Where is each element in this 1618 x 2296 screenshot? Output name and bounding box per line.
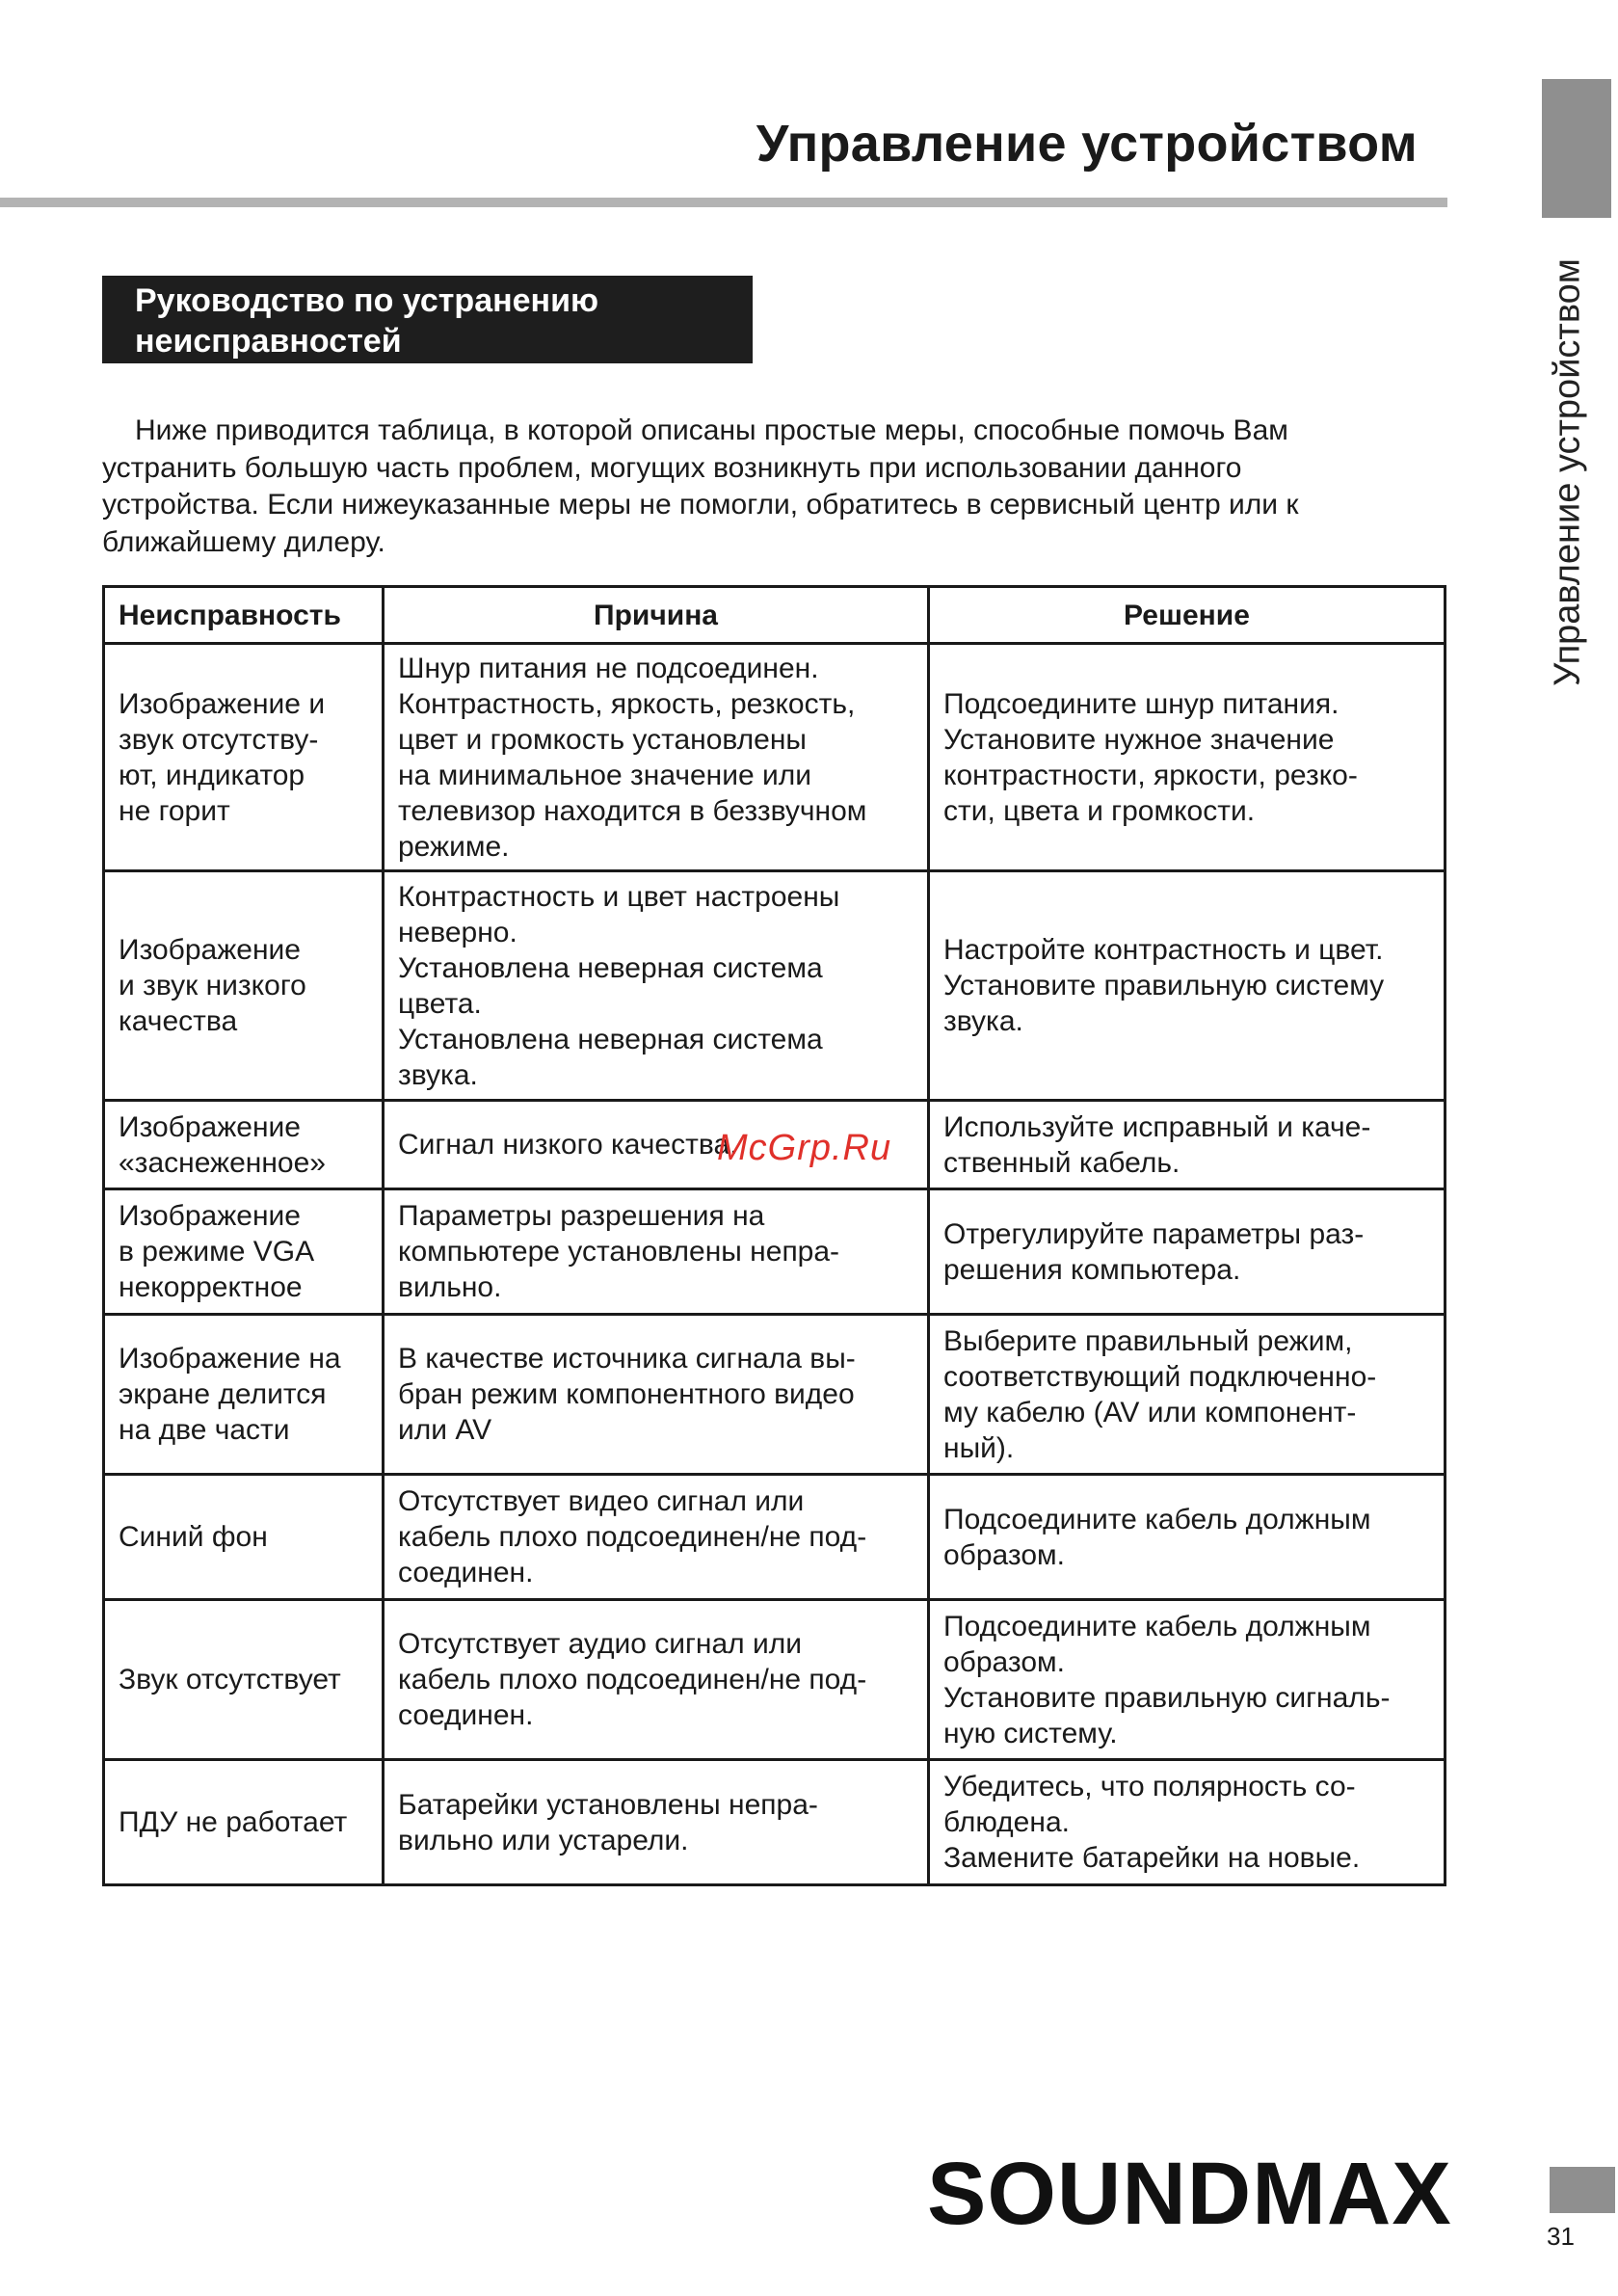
cause-cell: [384, 1475, 929, 1600]
cause-cell-line: Контрастность, яркость, резкость,: [398, 687, 856, 720]
problem-cell-line: Изображение: [119, 934, 301, 966]
table-row: [104, 1760, 1446, 1885]
table-header-row: [104, 587, 1446, 644]
watermark: McGrp.Ru: [717, 1128, 892, 1168]
solution-cell: [929, 1315, 1446, 1475]
cause-cell-line: вильно.: [398, 1271, 502, 1303]
intro-line: Ниже приводится таблица, в которой описаны простые меры, способные помочь Вам: [135, 414, 1288, 446]
cause-cell-line: соединен.: [398, 1699, 534, 1731]
side-section-label: Управление устройством: [1547, 258, 1588, 686]
solution-cell-line: образом.: [943, 1538, 1065, 1571]
solution-cell-line: соответствующий подключенно-: [943, 1360, 1377, 1393]
cause-cell: [384, 1315, 929, 1475]
problem-cell-line: ют, индикатор: [119, 759, 305, 791]
intro-line: устранить большую часть проблем, могущих возникнуть при использовании данного: [102, 451, 1242, 484]
intro-line: устройства. Если нижеуказанные меры не помогли, обратитесь в сервисный центр или к: [102, 489, 1299, 521]
solution-cell-line: Подсоедините кабель должным: [943, 1503, 1371, 1535]
cause-cell-line: цвета.: [398, 987, 482, 1020]
side-tab-marker: [1542, 79, 1611, 218]
solution-cell-line: му кабелю (AV или компонент-: [943, 1396, 1357, 1428]
cause-cell-line: Сигнал низкого качества.: [398, 1129, 738, 1161]
troubleshooting-table: [102, 585, 1446, 1886]
table-row: [104, 644, 1446, 871]
solution-cell-line: Установите нужное значение: [943, 723, 1335, 756]
problem-cell-line: Звук отсутствует: [119, 1664, 341, 1695]
cause-cell-line: Установлена неверная система: [398, 951, 823, 984]
solution-cell-line: звука.: [943, 1005, 1023, 1037]
cause-cell-line: Контрастность и цвет настроены: [398, 880, 840, 913]
section-heading-line-2: неисправностей: [135, 323, 402, 360]
solution-cell-line: ственный кабель.: [943, 1146, 1180, 1179]
problem-cell-line: Изображение: [119, 1200, 301, 1232]
brand-logo: SOUNDMAX: [927, 2145, 1452, 2243]
section-heading-line-1: Руководство по устранению: [135, 282, 599, 319]
problem-cell: [104, 644, 384, 871]
cause-cell-line: бран режим компонентного видео: [398, 1378, 855, 1410]
cause-cell-line: неверно.: [398, 916, 517, 948]
cause-cell-line: или AV: [398, 1414, 492, 1446]
solution-cell-line: Установите правильную сигналь-: [943, 1681, 1391, 1714]
solution-cell-line: ный).: [943, 1431, 1015, 1464]
problem-cell-line: «заснеженное»: [119, 1146, 326, 1179]
intro-paragraph: [102, 413, 1451, 561]
cause-cell-line: звука.: [398, 1058, 478, 1091]
problem-cell: [104, 871, 384, 1101]
problem-cell-line: Изображение и: [119, 687, 326, 720]
solution-cell: [929, 1475, 1446, 1600]
solution-cell-line: Используйте исправный и каче-: [943, 1110, 1371, 1143]
solution-cell: [929, 1600, 1446, 1760]
problem-cell-line: звук отсутству-: [119, 723, 319, 756]
problem-cell: [104, 1315, 384, 1475]
solution-cell-line: образом.: [943, 1645, 1065, 1678]
section-heading: [102, 276, 753, 363]
solution-cell-line: сти, цвета и громкости.: [943, 794, 1256, 827]
cause-cell: [384, 1189, 929, 1315]
cause-cell: [384, 1760, 929, 1885]
cause-cell-line: В качестве источника сигнала вы-: [398, 1343, 856, 1375]
solution-cell-line: блюдена.: [943, 1806, 1070, 1838]
solution-cell-line: ную систему.: [943, 1717, 1118, 1749]
table-row: [104, 1189, 1446, 1315]
solution-cell-line: решения компьютера.: [943, 1253, 1241, 1286]
problem-cell-line: ПДУ не работает: [119, 1806, 348, 1838]
intro-line: ближайшему дилеру.: [102, 525, 385, 558]
problem-cell-line: экране делится: [119, 1378, 327, 1410]
problem-cell: [104, 1189, 384, 1315]
page-tab-marker: [1550, 2167, 1615, 2213]
cause-cell-line: Шнур питания не подсоединен.: [398, 652, 819, 684]
page-number: 31: [1547, 2222, 1575, 2251]
problem-cell: [104, 1600, 384, 1760]
cause-cell-line: Отсутствует видео сигнал или: [398, 1485, 805, 1517]
problem-cell: [104, 1475, 384, 1600]
cause-cell-line: телевизор находится в беззвучном: [398, 794, 867, 827]
solution-cell: [929, 1189, 1446, 1315]
solution-cell: [929, 644, 1446, 871]
cause-cell-line: компьютере установлены непра-: [398, 1236, 840, 1268]
solution-cell-line: Замените батарейки на новые.: [943, 1842, 1361, 1874]
table-row: [104, 1600, 1446, 1760]
problem-cell: [104, 1101, 384, 1189]
table-row: [104, 1475, 1446, 1600]
problem-cell-line: Синий фон: [119, 1521, 268, 1553]
problem-cell-line: качества: [119, 1005, 238, 1037]
table-row: [104, 1315, 1446, 1475]
solution-cell-line: Подсоедините шнур питания.: [943, 687, 1339, 720]
solution-cell-line: Выберите правильный режим,: [943, 1324, 1353, 1357]
page-title: Управление устройством: [756, 115, 1418, 173]
solution-cell-line: Отрегулируйте параметры раз-: [943, 1217, 1365, 1250]
cause-cell: [384, 1600, 929, 1760]
cause-cell-line: Установлена неверная система: [398, 1023, 823, 1055]
problem-cell-line: в режиме VGA: [119, 1236, 315, 1268]
cause-cell: [384, 644, 929, 871]
cause-cell-line: кабель плохо подсоединен/не под-: [398, 1521, 867, 1553]
cause-cell-line: режиме.: [398, 830, 510, 863]
solution-cell: [929, 1760, 1446, 1885]
cause-cell-line: Отсутствует аудио сигнал или: [398, 1628, 803, 1660]
cause-cell-line: Батарейки установлены непра-: [398, 1788, 818, 1821]
cause-cell-line: Параметры разрешения на: [398, 1200, 765, 1232]
solution-cell: [929, 1101, 1446, 1189]
cause-cell-line: цвет и громкость установлены: [398, 723, 807, 756]
problem-cell-line: не горит: [119, 794, 230, 827]
table-body: [104, 644, 1446, 1885]
cause-cell-line: соединен.: [398, 1557, 534, 1589]
cause-cell-line: на минимальное значение или: [398, 759, 812, 791]
column-header-problem: Неисправность: [104, 587, 384, 644]
problem-cell: [104, 1760, 384, 1885]
solution-cell-line: Убедитесь, что полярность со-: [943, 1771, 1356, 1802]
cause-cell: [384, 871, 929, 1101]
cause-cell-line: кабель плохо подсоединен/не под-: [398, 1664, 867, 1695]
solution-cell-line: Установите правильную систему: [943, 970, 1385, 1001]
cause-cell-line: вильно или устарели.: [398, 1824, 689, 1856]
table-row: [104, 871, 1446, 1101]
column-header-cause: Причина: [384, 587, 929, 644]
problem-cell-line: на две части: [119, 1414, 290, 1446]
column-header-solution: Решение: [929, 587, 1446, 644]
solution-cell: [929, 871, 1446, 1101]
problem-cell-line: Изображение: [119, 1110, 301, 1143]
problem-cell-line: некорректное: [119, 1271, 303, 1303]
solution-cell-line: Настройте контрастность и цвет.: [943, 934, 1384, 966]
problem-cell-line: Изображение на: [119, 1343, 341, 1375]
problem-cell-line: и звук низкого: [119, 970, 306, 1001]
solution-cell-line: контрастности, яркости, резко-: [943, 759, 1358, 791]
header-divider: [0, 198, 1447, 207]
solution-cell-line: Подсоедините кабель должным: [943, 1610, 1371, 1642]
